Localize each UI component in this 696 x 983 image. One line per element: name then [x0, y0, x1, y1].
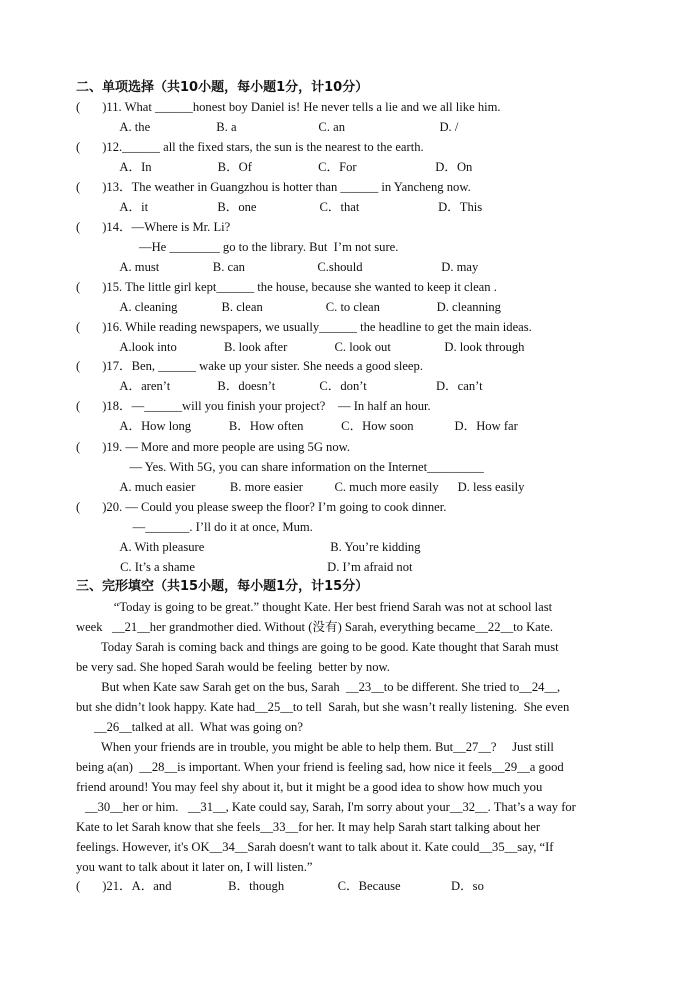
cloze-passage-line-8: When your friends are in trouble, you might be able to help them. But__27__? Just still: [76, 740, 554, 754]
cloze-passage-line-11: __30__her or him. __31__, Kate could say, Sarah, I'm sorry about your__32__. That’s a way for: [85, 800, 576, 814]
question-16: ( )16. While reading newspapers, we usually______ the headline to get the main ideas.: [76, 320, 532, 334]
question-18: ( )18．—______will you finish your project? — In half an hour.: [76, 399, 431, 413]
cloze-passage-line-6: but she didn’t look happy. Kate had__25__to tell Sarah, but she wasn’t really listening. She even: [76, 700, 570, 714]
question-11-options: A. the B. a C. an D. /: [76, 120, 459, 134]
cloze-passage-line-3: Today Sarah is coming back and things are going to be good. Kate thought that Sarah must: [76, 640, 559, 654]
question-12-options: A．In B．Of C．For D．On: [76, 160, 473, 174]
cloze-passage-line-4: be very sad. She hoped Sarah would be feeling better by now.: [76, 660, 390, 674]
question-19-reply: — Yes. With 5G, you can share information on the Internet_________: [76, 460, 484, 474]
question-14: ( )14．—Where is Mr. Li?: [76, 220, 231, 234]
question-19-options: A. much easier B. more easier C. much more easily D. less easily: [76, 480, 525, 494]
cloze-passage-line-12: Kate to let Sarah know that she feels__33__for her. It may help Sarah start talking about her: [76, 820, 541, 834]
cloze-passage-line-13: feelings. However, it's OK__34__Sarah doesn't want to talk about it. Kate could__35__say, “If: [76, 840, 554, 854]
question-16-options: A.look into B. look after C. look out D. look through: [76, 340, 525, 354]
question-21: ( )21．A．and B．though C．Because D．so: [76, 879, 484, 893]
cloze-passage-line-5: But when Kate saw Sarah get on the bus, Sarah __23__to be different. She tried to__24__,: [76, 680, 561, 694]
question-20-options-ab: A. With pleasure B. You’re kidding: [76, 540, 421, 554]
question-20-options-cd: C. It’s a shame D. I’m afraid not: [76, 560, 413, 574]
question-15-options: A. cleaning B. clean C. to clean D. cleanning: [76, 300, 501, 314]
question-14-options: A. must B. can C.should D. may: [76, 260, 479, 274]
cloze-passage-line-9: being a(an) __28__is important. When your friend is feeling sad, how nice it feels__29__a good: [76, 760, 564, 774]
section-heading-single-choice: 二、单项选择（共10小题，每小题1分，计10分）: [76, 80, 369, 95]
question-15: ( )15. The little girl kept______ the house, because she wanted to keep it clean .: [76, 280, 497, 294]
question-14-reply: —He ________ go to the library. But I’m not sure.: [76, 240, 399, 254]
cloze-passage-line-7: __26__talked at all. What was going on?: [94, 720, 303, 734]
section-heading-cloze: 三、完形填空（共15小题，每小题1分，计15分）: [76, 579, 369, 594]
cloze-passage-line-14: you want to talk about it later on, I will listen.”: [76, 860, 313, 874]
question-17: ( )17．Ben, ______ wake up your sister. She needs a good sleep.: [76, 359, 423, 373]
cloze-passage-line-2: week __21__her grandmother died. Without (没有) Sarah, everything became__22__to Kate.: [76, 620, 553, 634]
question-18-options: A．How long B．How often C．How soon D．How far: [76, 419, 518, 433]
question-17-options: A．aren’t B．doesn’t C．don’t D．can’t: [76, 379, 483, 393]
question-19: ( )19. — More and more people are using 5G now.: [76, 440, 351, 454]
cloze-passage-line-1: “Today is going to be great.” thought Kate. Her best friend Sarah was not at school last: [76, 600, 553, 614]
question-11: ( )11. What ______honest boy Daniel is! He never tells a lie and we all like him.: [76, 100, 501, 114]
question-20: ( )20. — Could you please sweep the floor? I’m going to cook dinner.: [76, 500, 447, 514]
cloze-passage-line-10: friend around! You may feel shy about it, but it might be a good idea to show how much you: [76, 780, 543, 794]
question-20-reply: —_______. I’ll do it at once, Mum.: [76, 520, 313, 534]
question-13-options: A．it B．one C．that D．This: [76, 200, 483, 214]
question-13: ( )13．The weather in Guangzhou is hotter than ______ in Yancheng now.: [76, 180, 471, 194]
question-12: ( )12.______ all the fixed stars, the sun is the nearest to the earth.: [76, 140, 424, 154]
